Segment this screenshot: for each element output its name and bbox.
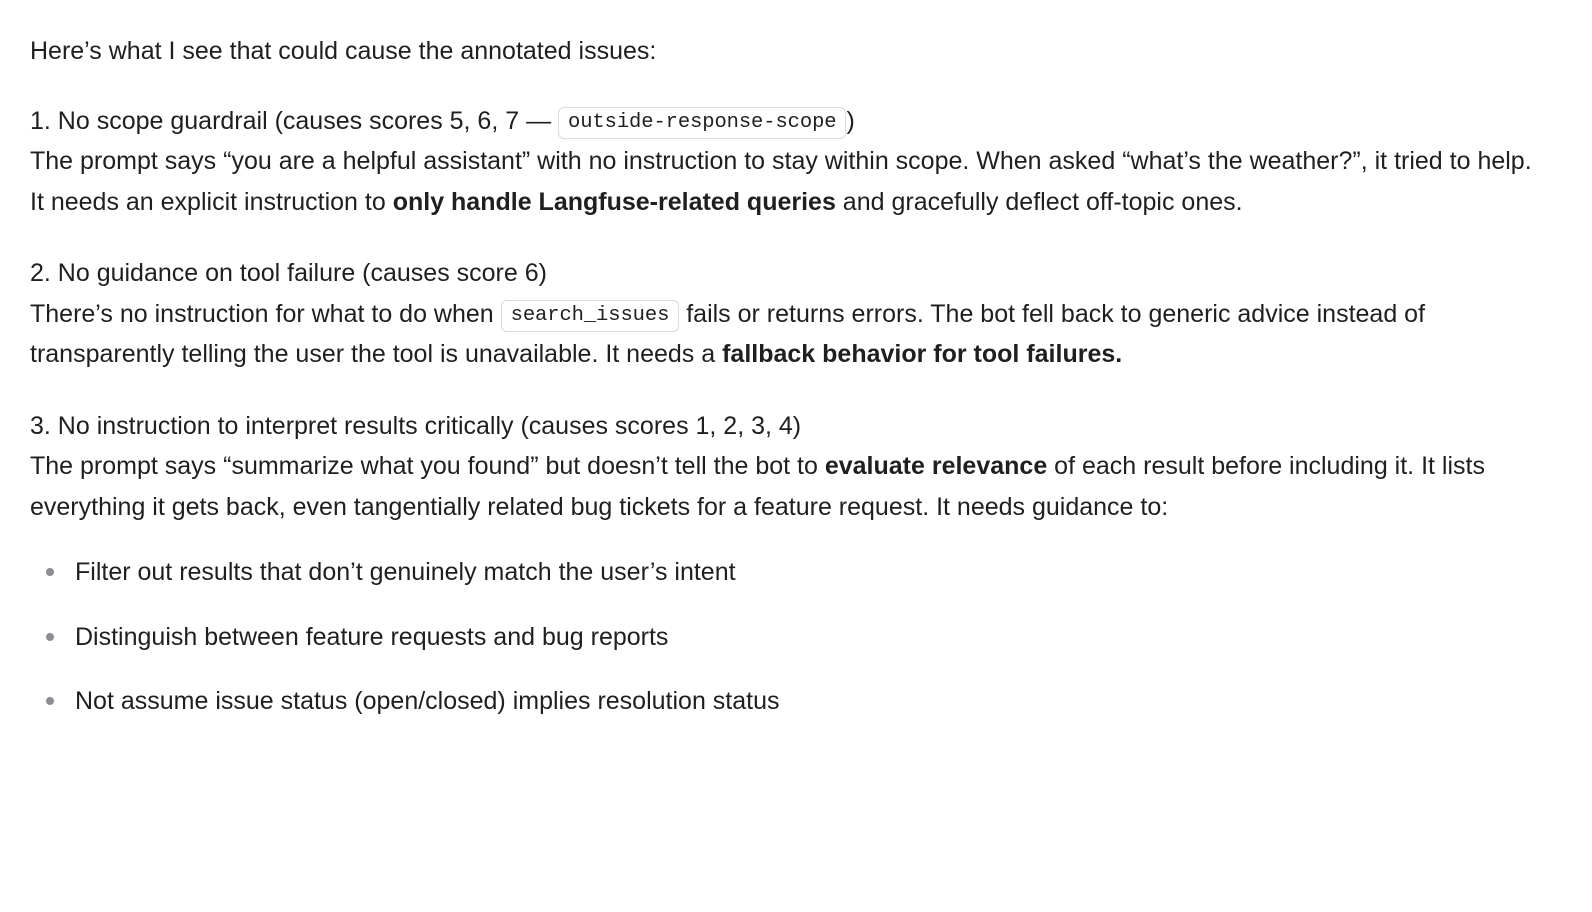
issue-2-body-emphasis: fallback behavior for tool failures. — [722, 340, 1123, 368]
intro-paragraph: Here’s what I see that could cause the annotated issues: — [30, 37, 657, 65]
list-item — [30, 620, 1562, 656]
issue-section-2 — [30, 256, 1562, 375]
issue-3-body-text-1: The prompt says “summarize what you found” but doesn’t tell the bot to — [30, 452, 825, 480]
list-item-label: Not assume issue status (open/closed) implies resolution status — [75, 687, 780, 715]
list-item — [30, 555, 1562, 591]
issue-1-body-text-1: The prompt says “you are a helpful assistant” with no instruction to stay within scope. When asked “what’s the weather?”, it tried to help. It needs an explicit instruction to — [30, 147, 1532, 216]
issue-2-body-text-2: fails or returns errors. The bot fell back to generic advice instead of transparently telling the user the tool is unavailable. It needs a — [30, 299, 1426, 368]
issue-2-body-text-1: There’s no instruction for what to do when — [30, 299, 501, 328]
list-item-label: Filter out results that don’t genuinely match the user’s intent — [75, 558, 736, 586]
guidance-list — [30, 555, 1562, 720]
issue-section-1 — [30, 104, 1562, 223]
issue-3-body-text-2: of each result before including it. It lists everything it gets back, even tangentially related bug tickets for a feature request. It needs guidance to: — [30, 452, 1485, 521]
issue-section-3 — [30, 409, 1562, 528]
issue-1-body-emphasis: only handle Langfuse-related queries — [392, 187, 836, 216]
issue-2-body — [30, 294, 1550, 375]
issue-1-heading — [30, 104, 1562, 140]
list-item-label: Distinguish between feature requests and bug reports — [75, 622, 669, 651]
issue-3-body-emphasis: evaluate relevance — [824, 452, 1048, 480]
list-item — [30, 684, 1562, 720]
code-search-issues: search_issues — [501, 300, 680, 332]
code-outside-response-scope: outside-response-scope — [558, 107, 846, 139]
issue-1-heading-suffix: ) — [846, 106, 855, 135]
issue-3-heading: 3. No instruction to interpret results critically (causes scores 1, 2, 3, 4) — [30, 411, 802, 440]
issue-1-body — [30, 141, 1550, 222]
issue-1-body-text-2: and gracefully deflect off-topic ones. — [835, 187, 1243, 216]
issue-3-body — [30, 446, 1550, 527]
issue-1-heading-text: 1. No scope guardrail (causes scores 5, 6, 7 — — [30, 106, 559, 135]
issue-2-heading: 2. No guidance on tool failure (causes score 6) — [30, 259, 547, 287]
